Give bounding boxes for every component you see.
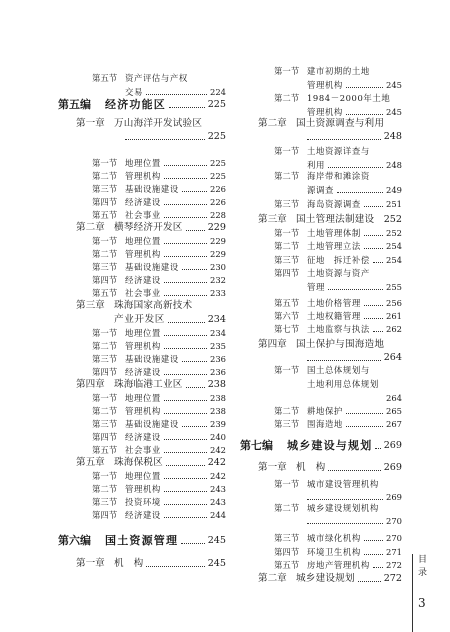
entry-title: 地理位置 (125, 328, 161, 338)
entry-page-number: 272 (386, 560, 402, 570)
entry-number: 第四章 (258, 339, 287, 350)
entry-number: 第四节 (274, 268, 300, 278)
leader-dots (328, 167, 383, 168)
entry-number: 第四节 (92, 197, 118, 207)
leader-dots (307, 360, 381, 361)
entry-title: 机 构 (114, 558, 144, 569)
entry-page-number: 242 (207, 457, 226, 468)
entry-title: 地理位置 (125, 471, 161, 481)
running-head-label: 目录 (418, 555, 428, 578)
entry-title: 资产评估与产权 (125, 73, 188, 83)
entry-number: 第七编 (240, 439, 273, 452)
entry-number: 第四节 (92, 367, 118, 377)
entry-title: 城市绿化机构 (307, 533, 361, 543)
entry-page-number: 225 (210, 171, 226, 181)
entry-title: 国土资源管理 (105, 534, 179, 547)
leader-dots (373, 331, 383, 332)
entry-number: 第六节 (274, 311, 300, 321)
leader-dots (164, 348, 207, 349)
leader-dots (182, 426, 207, 427)
entry-title: 管理机构 (125, 341, 161, 351)
entry-page-number: 230 (210, 262, 226, 272)
entry-page-number: 249 (386, 185, 402, 195)
leader-dots (328, 289, 383, 290)
entry-number: 第五节 (92, 210, 118, 220)
entry-title: 经济建设 (125, 275, 161, 285)
entry-page-number: 235 (210, 341, 226, 351)
leader-dots (164, 256, 207, 257)
entry-title: 环境卫生机构 (307, 547, 361, 557)
leader-dots (164, 517, 207, 518)
entry-page-number: 226 (210, 184, 226, 194)
entry-number: 第三节 (92, 184, 118, 194)
leader-dots (146, 566, 204, 567)
entry-number: 第四章 (76, 379, 105, 390)
entry-number: 第三节 (274, 255, 300, 265)
entry-title-continued: 土地利用总体规划 (307, 379, 379, 389)
entry-page-number: 229 (207, 222, 226, 233)
entry-page-number: 256 (386, 298, 402, 308)
entry-title: 1984－2000年土地 (307, 93, 391, 103)
entry-title-continued: 交易 (125, 87, 143, 97)
entry-title-continued: 利用 (307, 160, 325, 170)
leader-dots (364, 305, 383, 306)
entry-title: 珠海保税区 (114, 457, 163, 468)
entry-number: 第二节 (92, 406, 118, 416)
entry-number: 第二节 (274, 93, 300, 103)
leader-dots (307, 499, 383, 500)
leader-dots (168, 322, 205, 323)
entry-title: 经济功能区 (105, 98, 166, 111)
entry-page-number: 271 (386, 547, 402, 557)
leader-dots (346, 114, 383, 115)
entry-number: 第三节 (92, 419, 118, 429)
entry-page-number: 269 (383, 462, 402, 473)
entry-title: 社会事业 (125, 288, 161, 298)
entry-page-number: 242 (210, 445, 226, 455)
entry-number: 第四节 (274, 547, 300, 557)
entry-title-continued: 管理机构 (307, 80, 343, 90)
page-number: 3 (418, 596, 426, 610)
entry-number: 第七节 (274, 324, 300, 334)
entry-page-number: 252 (386, 228, 402, 238)
leader-dots (164, 335, 207, 336)
leader-dots (346, 426, 383, 427)
entry-page-number: 232 (210, 275, 226, 285)
entry-number: 第二章 (76, 222, 105, 233)
entry-number: 第一节 (274, 146, 300, 156)
entry-title: 横琴经济开发区 (114, 222, 183, 233)
entry-title: 耕地保护 (307, 406, 343, 416)
entry-page-number: 229 (210, 236, 226, 246)
leader-dots (169, 107, 205, 108)
entry-page-number: 264 (386, 393, 402, 403)
entry-number: 第一节 (92, 158, 118, 168)
leader-dots (182, 269, 207, 270)
entry-page-number: 225 (210, 158, 226, 168)
entry-number: 第四节 (92, 275, 118, 285)
entry-title-continued: 管理 (307, 282, 325, 292)
entry-number: 第五编 (58, 98, 91, 111)
entry-number: 第二节 (274, 241, 300, 251)
entry-title: 土地管理体制 (307, 228, 361, 238)
entry-number: 第二节 (92, 249, 118, 259)
entry-title: 地理位置 (125, 158, 161, 168)
leader-dots (164, 165, 207, 166)
entry-title: 基础设施建设 (125, 184, 179, 194)
entry-title: 土地资源与资产 (307, 268, 370, 278)
entry-page-number: 234 (207, 314, 226, 325)
leader-dots (164, 243, 207, 244)
entry-title: 国土管理法制建设 (296, 214, 375, 225)
entry-number: 第六编 (58, 534, 91, 547)
entry-title: 土地权籍管理 (307, 311, 361, 321)
entry-number: 第五节 (92, 73, 118, 83)
entry-title: 城市建设管理机构 (307, 479, 379, 489)
entry-title: 经济建设 (125, 432, 161, 442)
entry-page-number: 269 (383, 440, 402, 451)
entry-title: 海岛资源调查 (307, 199, 361, 209)
leader-dots (164, 295, 207, 296)
entry-title: 经济建设 (125, 197, 161, 207)
entry-number: 第二节 (274, 503, 300, 513)
entry-page-number: 226 (210, 197, 226, 207)
leader-dots (337, 192, 383, 193)
entry-page-number: 236 (210, 354, 226, 364)
leader-dots (182, 361, 207, 362)
leader-dots (307, 523, 383, 524)
leader-dots (164, 374, 207, 375)
entry-page-number: 243 (210, 484, 226, 494)
leader-dots (164, 204, 207, 205)
entry-number: 第二节 (274, 406, 300, 416)
entry-page-number: 265 (386, 406, 402, 416)
entry-number: 第五节 (274, 560, 300, 570)
entry-page-number: 272 (383, 573, 402, 584)
entry-title: 土地资源详查与 (307, 146, 370, 156)
entry-number: 第一节 (92, 236, 118, 246)
leader-dots (182, 191, 207, 192)
entry-title: 珠海临港工业区 (114, 379, 183, 390)
entry-title: 经济建设 (125, 510, 161, 520)
leader-dots (364, 248, 383, 249)
entry-title: 国土资源调查与利用 (296, 118, 385, 129)
leader-dots (346, 413, 383, 414)
leader-dots (166, 465, 205, 466)
entry-page-number: 248 (383, 131, 402, 142)
leader-dots (164, 282, 207, 283)
entry-number: 第二章 (258, 118, 287, 129)
entry-number: 第五节 (274, 298, 300, 308)
entry-page-number: 238 (207, 379, 226, 390)
entry-title: 经济建设 (125, 367, 161, 377)
entry-number: 第一节 (92, 471, 118, 481)
entry-page-number: 245 (386, 80, 402, 90)
leader-dots (346, 87, 383, 88)
entry-page-number: 240 (210, 432, 226, 442)
entry-number: 第五节 (92, 445, 118, 455)
entry-title: 社会事业 (125, 445, 161, 455)
entry-page-number: 255 (386, 282, 402, 292)
leader-dots (125, 139, 205, 140)
leader-dots (307, 139, 381, 140)
entry-page-number: 267 (386, 419, 402, 429)
entry-page-number: 252 (383, 214, 402, 225)
entry-page-number: 236 (210, 367, 226, 377)
entry-page-number: 229 (210, 249, 226, 259)
entry-page-number: 269 (386, 492, 402, 502)
entry-title: 城乡建设规划 (296, 573, 355, 584)
entry-title: 征地 拆迁补偿 (307, 255, 370, 265)
leader-dots (186, 230, 205, 231)
entry-number: 第五章 (76, 457, 105, 468)
entry-page-number: 245 (386, 107, 402, 117)
entry-title: 土地监察与执法 (307, 324, 370, 334)
entry-title: 地理位置 (125, 393, 161, 403)
entry-title: 国土保护与围海造地 (296, 339, 385, 350)
leader-dots (164, 504, 207, 505)
entry-title: 基础设施建设 (125, 419, 179, 429)
leader-dots (164, 217, 207, 218)
entry-title: 土地管理立法 (307, 241, 361, 251)
entry-title: 土地价格管理 (307, 298, 361, 308)
leader-dots (328, 470, 380, 471)
entry-title: 城乡建设与规划 (287, 439, 373, 452)
leader-dots (364, 318, 383, 319)
entry-page-number: 254 (386, 255, 402, 265)
leader-dots (373, 262, 383, 263)
entry-number: 第一章 (76, 558, 105, 569)
leader-dots (164, 178, 207, 179)
entry-number: 第二节 (92, 341, 118, 351)
leader-dots (164, 478, 207, 479)
leader-dots (364, 540, 383, 541)
entry-number: 第二节 (274, 171, 300, 181)
entry-title: 建市初期的土地 (307, 66, 370, 76)
entry-title: 投资环境 (125, 497, 161, 507)
entry-number: 第四节 (92, 432, 118, 442)
leader-dots (364, 206, 383, 207)
entry-title: 国土总体规划与 (307, 365, 370, 375)
leader-dots (164, 413, 207, 414)
entry-title: 万山海洋开发试验区 (114, 118, 203, 129)
entry-page-number: 262 (386, 324, 402, 334)
entry-page-number: 251 (386, 199, 402, 209)
entry-title: 管理机构 (125, 484, 161, 494)
entry-title: 房地产管理机构 (307, 560, 370, 570)
entry-title-continued: 管理机构 (307, 107, 343, 117)
entry-title-continued: 源调查 (307, 185, 334, 195)
entry-title: 基础设施建设 (125, 262, 179, 272)
leader-dots (181, 543, 204, 544)
entry-number: 第一章 (258, 462, 287, 473)
entry-page-number: 245 (207, 535, 226, 546)
leader-dots (364, 235, 383, 236)
entry-title: 围海造地 (307, 419, 343, 429)
entry-page-number: 254 (386, 241, 402, 251)
leader-dots (164, 452, 207, 453)
entry-number: 第一章 (76, 118, 105, 129)
entry-title: 地理位置 (125, 236, 161, 246)
entry-title: 珠海国家高新技术 (114, 300, 193, 311)
entry-number: 第一节 (274, 228, 300, 238)
entry-page-number: 248 (386, 160, 402, 170)
entry-page-number: 238 (210, 406, 226, 416)
entry-number: 第一节 (274, 365, 300, 375)
entry-page-number: 270 (386, 516, 402, 526)
entry-number: 第三章 (76, 300, 105, 311)
entry-title: 管理机构 (125, 171, 161, 181)
entry-page-number: 244 (210, 510, 226, 520)
leader-dots (146, 94, 207, 95)
leader-dots (373, 567, 383, 568)
entry-page-number: 225 (207, 99, 226, 110)
leader-dots (186, 387, 205, 388)
entry-title: 基础设施建设 (125, 354, 179, 364)
entry-number: 第三节 (274, 199, 300, 209)
entry-number: 第三节 (92, 262, 118, 272)
entry-title: 管理机构 (125, 406, 161, 416)
entry-title: 管理机构 (125, 249, 161, 259)
leader-dots (164, 400, 207, 401)
entry-page-number: 228 (210, 210, 226, 220)
entry-number: 第二节 (92, 171, 118, 181)
entry-page-number: 243 (210, 497, 226, 507)
entry-title: 海岸带和滩涂资 (307, 171, 370, 181)
entry-page-number: 224 (210, 87, 226, 97)
leader-dots (164, 491, 207, 492)
entry-page-number: 238 (210, 393, 226, 403)
entry-number: 第一节 (92, 393, 118, 403)
entry-page-number: 261 (386, 311, 402, 321)
entry-number: 第一节 (274, 66, 300, 76)
entry-page-number: 225 (207, 131, 226, 142)
entry-number: 第三节 (92, 354, 118, 364)
entry-number: 第五节 (92, 288, 118, 298)
entry-title-continued: 产业开发区 (114, 314, 165, 325)
entry-number: 第二章 (258, 573, 287, 584)
leader-dots (358, 581, 381, 582)
entry-page-number: 239 (210, 419, 226, 429)
entry-title: 机 构 (296, 462, 326, 473)
entry-page-number: 234 (210, 328, 226, 338)
entry-page-number: 233 (210, 288, 226, 298)
leader-dots (364, 554, 383, 555)
leader-dots (164, 439, 207, 440)
margin-rule (412, 554, 413, 632)
entry-number: 第三节 (274, 533, 300, 543)
entry-number: 第三节 (274, 419, 300, 429)
entry-number: 第四节 (92, 510, 118, 520)
entry-title: 城乡建设规划机构 (307, 503, 379, 513)
entry-title: 社会事业 (125, 210, 161, 220)
entry-page-number: 242 (210, 471, 226, 481)
leader-dots (375, 448, 380, 449)
entry-page-number: 264 (383, 352, 402, 363)
entry-number: 第三章 (258, 214, 287, 225)
entry-page-number: 245 (207, 558, 226, 569)
entry-number: 第一节 (92, 328, 118, 338)
entry-number: 第二节 (92, 484, 118, 494)
entry-number: 第一节 (274, 479, 300, 489)
entry-page-number: 270 (386, 533, 402, 543)
entry-number: 第三节 (92, 497, 118, 507)
